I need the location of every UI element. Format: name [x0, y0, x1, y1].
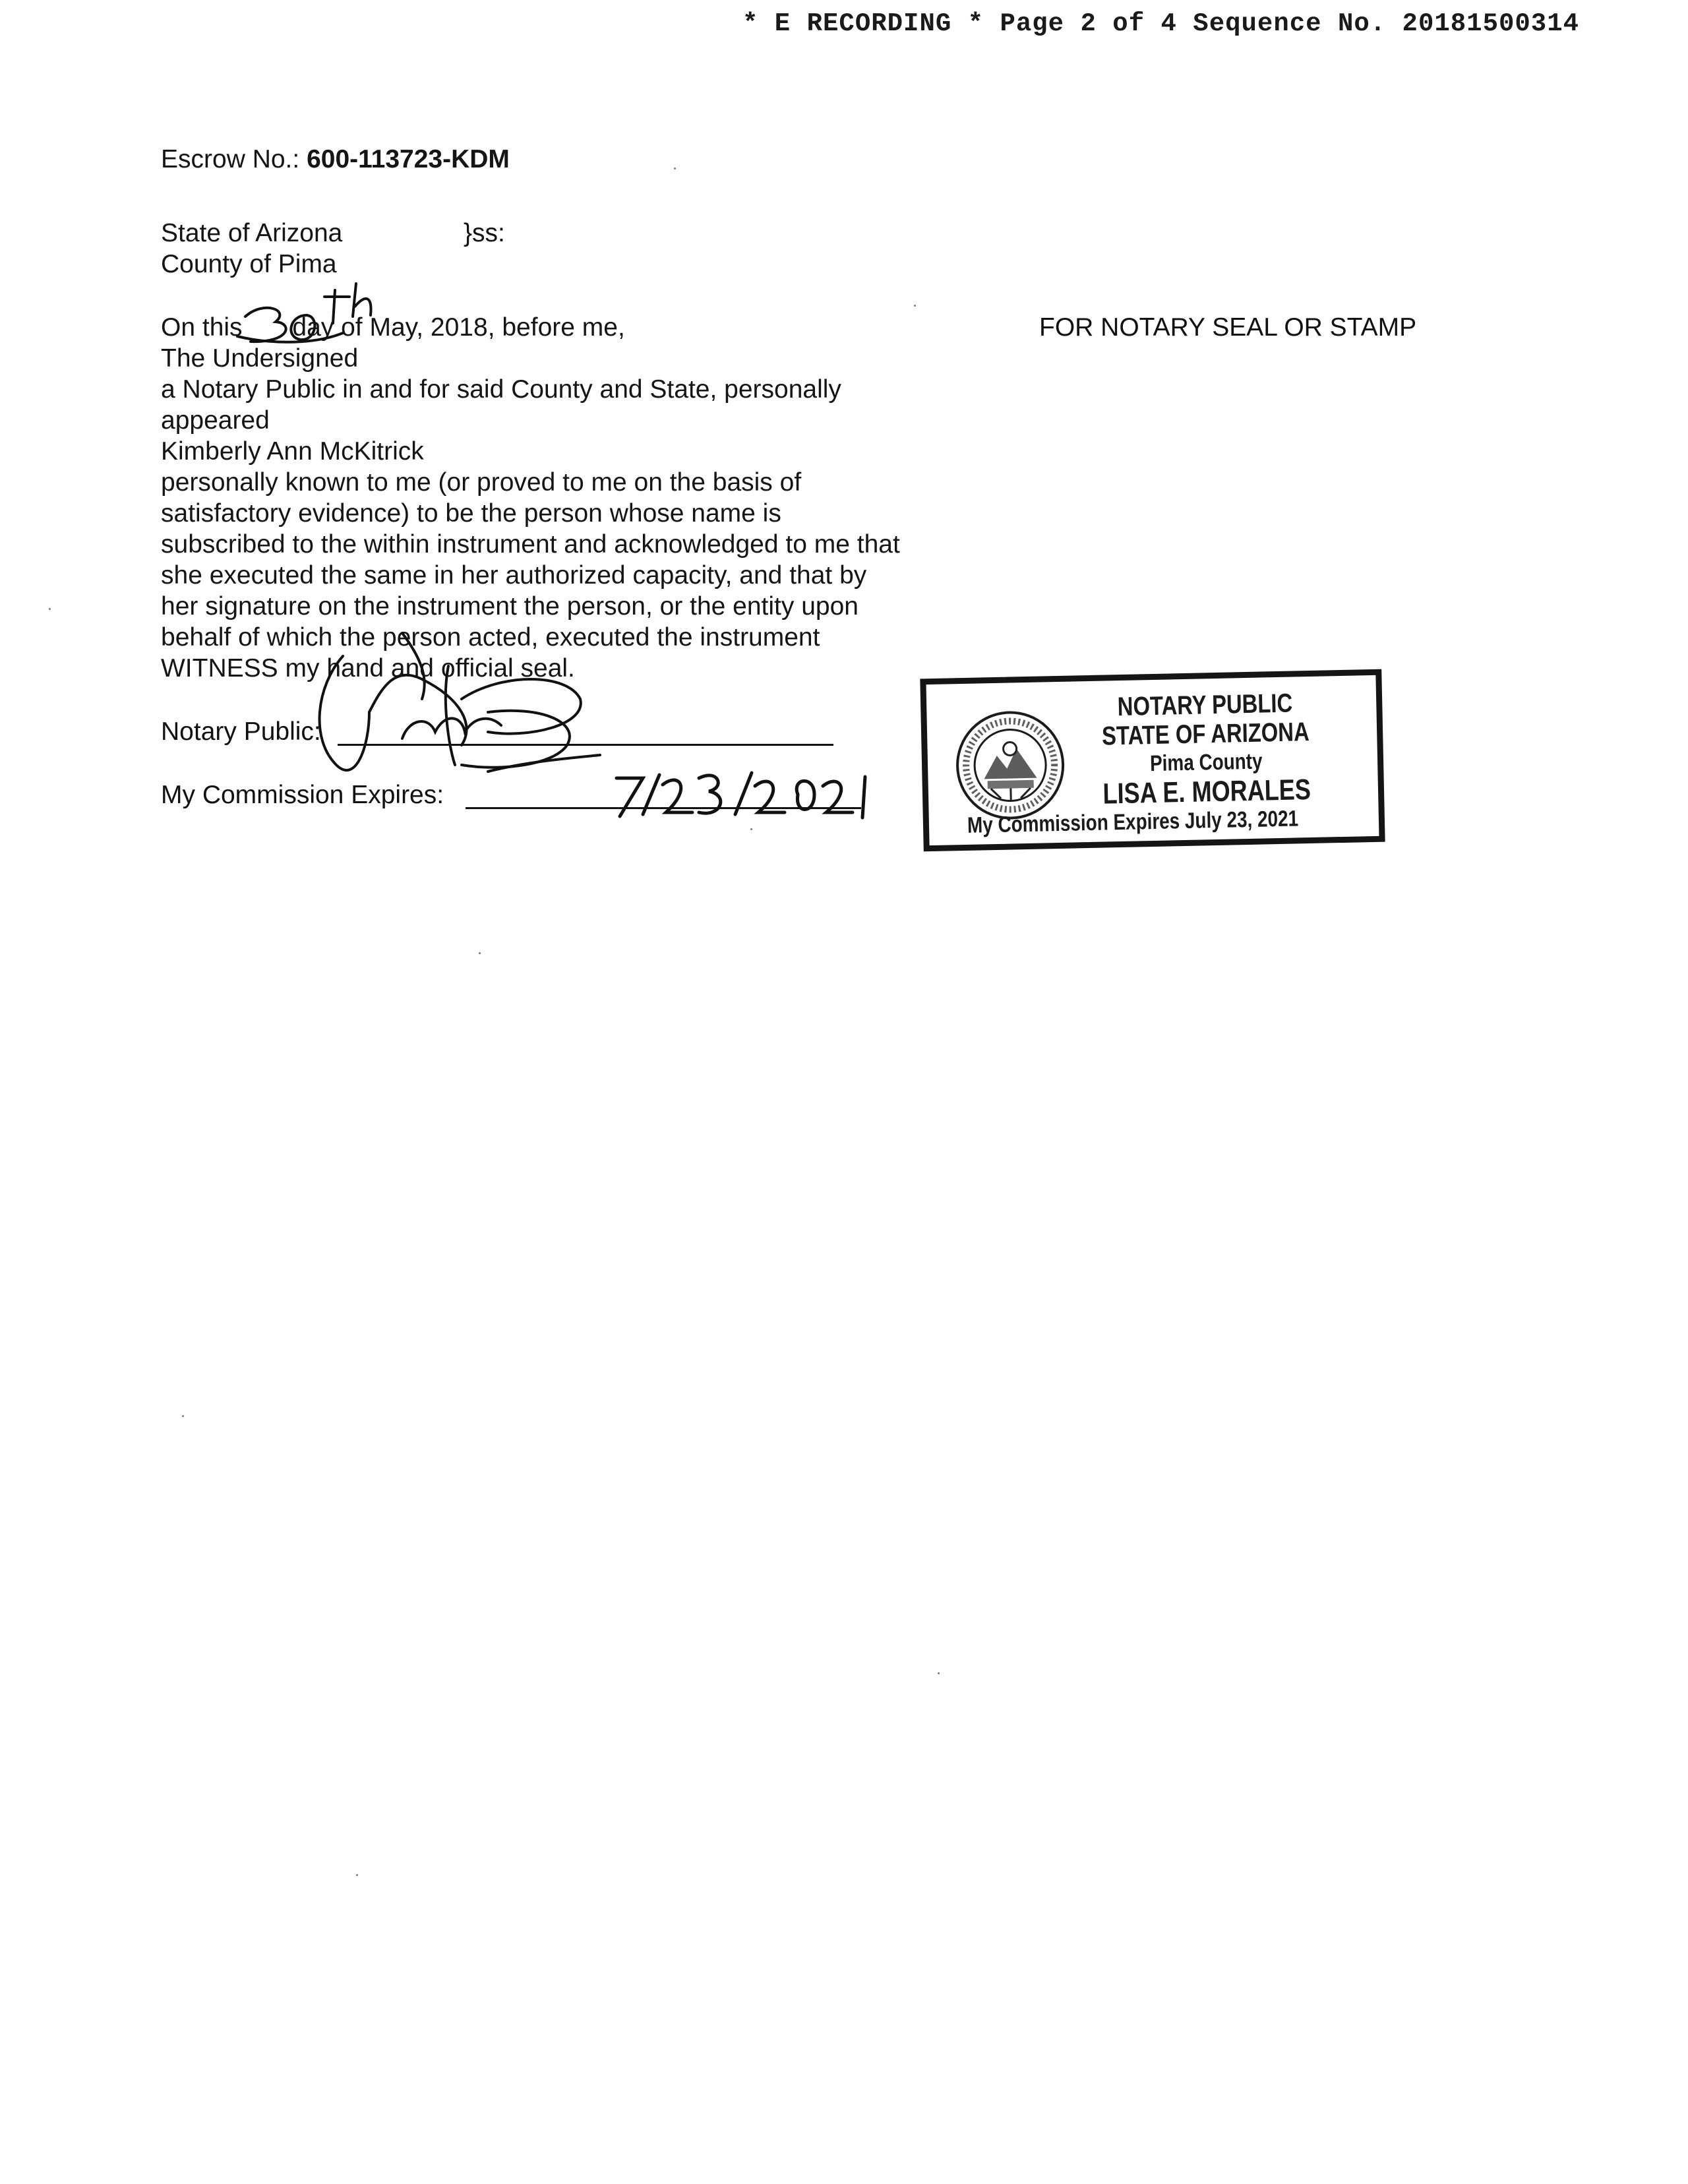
- escrow-label: Escrow No.:: [161, 145, 307, 173]
- notary-stamp: [920, 669, 1385, 852]
- stamp-line-notary-name: LISA E. MORALES: [1102, 773, 1311, 810]
- venue-block: [161, 218, 342, 280]
- recording-header: * E RECORDING * Page 2 of 4 Sequence No. 20181500314: [742, 9, 1579, 38]
- scan-speck: [938, 1672, 940, 1674]
- notary-signature-line: [338, 744, 833, 746]
- scan-speck: [356, 1874, 358, 1876]
- stamp-line-notary-public: NOTARY PUBLIC: [1117, 688, 1293, 722]
- scan-speck: [479, 952, 481, 954]
- ack-line-6: personally known to me (or proved to me on the basis of: [161, 468, 802, 497]
- scan-speck: [750, 828, 752, 830]
- ack-line-11: behalf of which the person acted, executed the instrument: [161, 623, 820, 652]
- ack-signer-name: Kimberly Ann McKitrick: [161, 437, 424, 466]
- ack-line-10: her signature on the instrument the person, or the entity upon: [161, 592, 859, 621]
- handwritten-expiry-date: [617, 773, 865, 818]
- ack-line-1: On this day of May, 2018, before me,: [161, 313, 625, 342]
- commission-expires-row: [161, 779, 444, 810]
- ack-line-12: WITNESS my hand and official seal.: [161, 654, 575, 682]
- stamp-line-state: STATE OF ARIZONA: [1101, 717, 1310, 751]
- venue-ss: }ss:: [464, 219, 505, 247]
- ack-line-9: she executed the same in her authorized capacity, and that by: [161, 561, 867, 590]
- ack-line-7: satisfactory evidence) to be the person whose name is: [161, 499, 781, 528]
- notary-signature-row: [161, 716, 321, 747]
- commission-expires-line: [466, 807, 861, 809]
- venue-county: County of Pima: [161, 250, 337, 278]
- acknowledgment-paragraph: [161, 312, 900, 684]
- ack-line-2: The Undersigned: [161, 344, 359, 373]
- arizona-state-seal-icon: [953, 708, 1068, 823]
- notary-public-label: Notary Public:: [161, 717, 321, 746]
- stamp-line-county: Pima County: [1149, 748, 1263, 777]
- scan-speck: [914, 305, 916, 307]
- seal-area-label: FOR NOTARY SEAL OR STAMP: [1039, 313, 1417, 342]
- scan-speck: [49, 608, 51, 610]
- stamp-text-block: [1091, 688, 1321, 810]
- stamp-commission-expiry: My Commission Expires July 23, 2021: [967, 806, 1299, 838]
- ack-line-8: subscribed to the within instrument and acknowledged to me that: [161, 530, 900, 559]
- escrow-number: [161, 144, 510, 175]
- escrow-value: 600-113723-KDM: [307, 145, 510, 173]
- scan-speck: [182, 1415, 184, 1417]
- ack-line-3: a Notary Public in and for said County and State, personally: [161, 375, 841, 404]
- ack-line-4: appeared: [161, 406, 270, 435]
- venue-state: State of Arizona: [161, 219, 343, 247]
- scan-speck: [674, 167, 676, 169]
- commission-expires-label: My Commission Expires:: [161, 781, 444, 809]
